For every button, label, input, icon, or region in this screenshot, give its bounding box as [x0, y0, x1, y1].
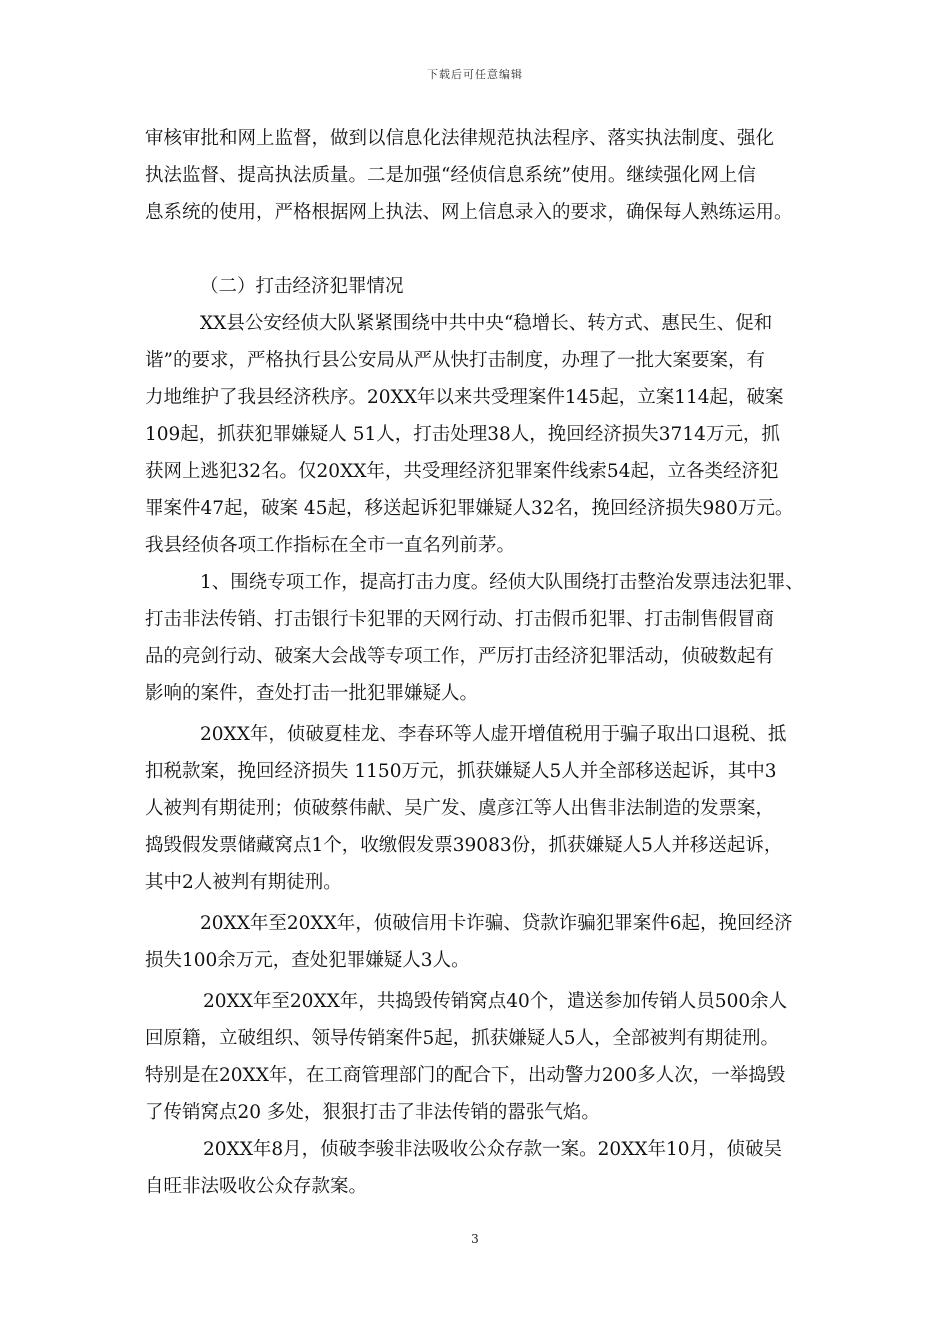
page-number: 3 [471, 1232, 479, 1246]
text-line: 息系统的使用，严格根据网上执法、网上信息录入的要求，确保每人熟练运用。 [145, 202, 793, 223]
text-line: 我县经侦各项工作指标在全市一直名列前茅。 [145, 535, 516, 556]
text-line: 打击非法传销、打击银行卡犯罪的天网行动、打击假币犯罪、打击制售假冒商 [145, 609, 775, 630]
text-line: 执法监督、提高执法质量。二是加强“经侦信息系统”使用。继续强化网上信 [145, 165, 756, 186]
page-header: 下载后可任意编辑 [427, 68, 523, 81]
text-line: 审核审批和网上监督，做到以信息化法律规范执法程序、落实执法制度、强化 [145, 128, 775, 149]
text-line: 谐”的要求，严格执行县公安局从严从快打击制度，办理了一批大案要案，有 [145, 350, 765, 371]
text-line: 特别是在20XX年，在工商管理部门的配合下，出动警力200多人次，一举捣毁 [145, 1065, 786, 1086]
text-line: 1、围绕专项工作，提高打击力度。经侦大队围绕打击整治发票违法犯罪、 [200, 572, 804, 593]
text-line: 了传销窝点20 多处，狠狠打击了非法传销的嚣张气焰。 [145, 1102, 600, 1123]
text-line: 影响的案件，查处打击一批犯罪嫌疑人。 [145, 683, 479, 704]
text-line: 20XX年至20XX年，侦破信用卡诈骗、贷款诈骗犯罪案件6起，挽回经济 [200, 913, 793, 934]
text-line: 自旺非法吸收公众存款案。 [145, 1176, 368, 1197]
text-line: 20XX年8月，侦破李骏非法吸收公众存款一案。20XX年10月，侦破吴 [203, 1139, 783, 1160]
text-line: 回原籍，立破组织、领导传销案件5起，抓获嫌疑人5人，全部被判有期徒刑。 [145, 1028, 780, 1049]
text-line: 力地维护了我县经济秩序。20XX年以来共受理案件145起，立案114起，破案 [145, 387, 784, 408]
text-line: 20XX年至20XX年，共捣毁传销窝点40个，遣送参加传销人员500余人 [203, 991, 788, 1012]
text-line: 损失100余万元，查处犯罪嫌疑人3人。 [145, 950, 470, 971]
text-line: XX县公安经侦大队紧紧围绕中共中央“稳增长、转方式、惠民生、促和 [200, 313, 773, 334]
text-line: 其中2人被判有期徒刑。 [145, 872, 342, 893]
section-heading: （二）打击经济犯罪情况 [200, 276, 404, 297]
text-line: 罪案件47起，破案 45起，移送起诉犯罪嫌疑人32名，挽回经济损失980万元。 [145, 498, 794, 519]
text-line: 捣毁假发票储藏窝点1个，收缴假发票39083份，抓获嫌疑人5人并移送起诉， [145, 835, 783, 856]
text-line: 品的亮剑行动、破案大会战等专项工作，严厉打击经济犯罪活动，侦破数起有 [145, 646, 775, 667]
text-line: 扣税款案，挽回经济损失 1150万元，抓获嫌疑人5人并全部移送起诉，其中3 [145, 761, 777, 782]
text-line: 20XX年，侦破夏桂龙、李春环等人虚开增值税用于骗子取出口退税、抵 [200, 724, 787, 745]
text-line: 获网上逃犯32名。仅20XX年，共受理经济犯罪案件线索54起，立各类经济犯 [145, 461, 779, 482]
text-line: 人被判有期徒刑；侦破蔡伟献、吴广发、虞彦江等人出售非法制造的发票案， [145, 798, 775, 819]
text-line: 109起，抓获犯罪嫌疑人 51人，打击处理38人，挽回经济损失3714万元，抓 [145, 424, 780, 445]
